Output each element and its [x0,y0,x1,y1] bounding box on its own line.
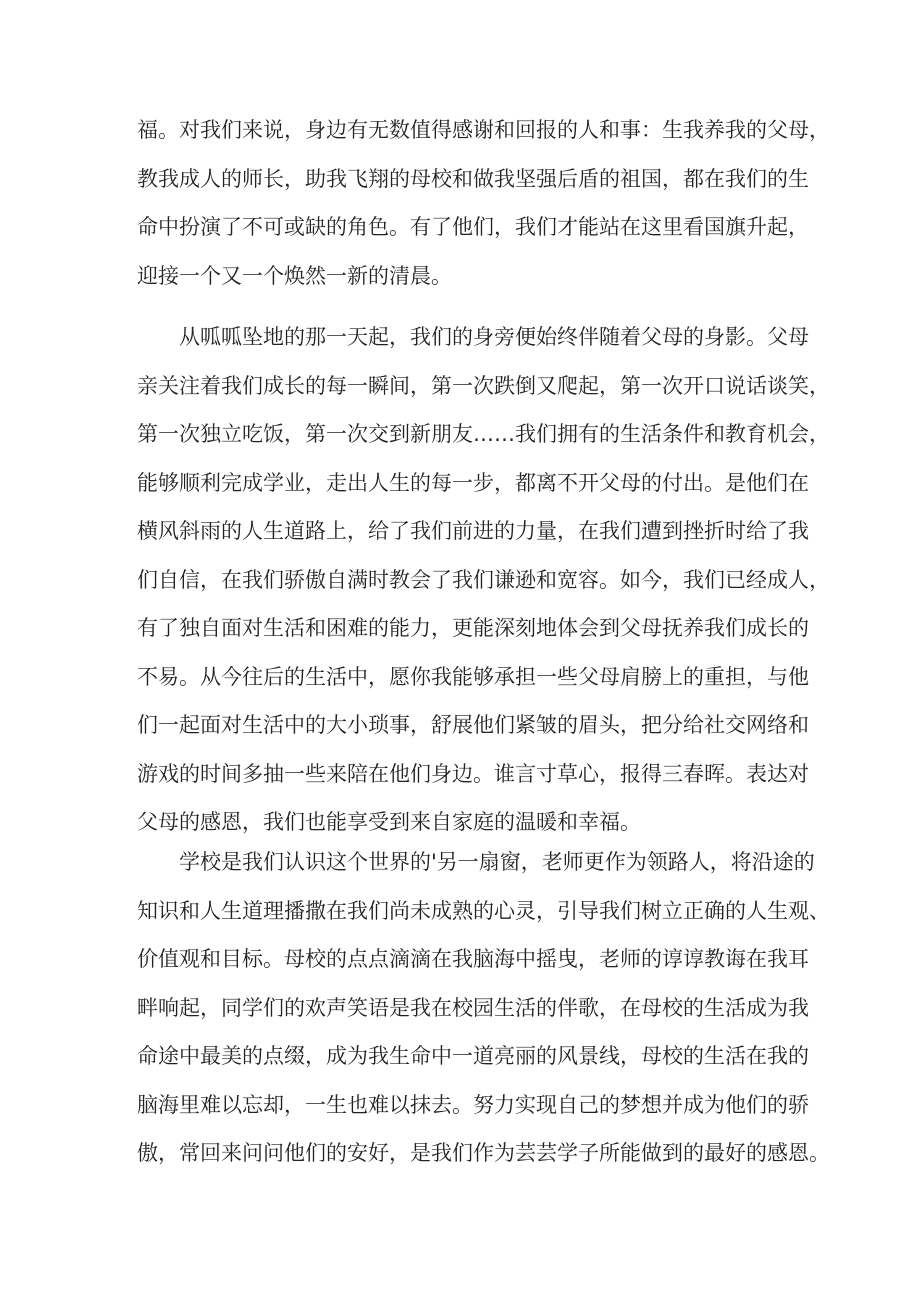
text-line: 命途中最美的点缀，成为我生命中一道亮丽的风景线，母校的生活在我的 [137,1044,809,1068]
text-line: 从呱呱坠地的那一天起，我们的身旁便始终伴随着父母的身影。父母 [179,325,809,349]
text-line: 傲，常回来问问他们的安好，是我们作为芸芸学子所能做到的最好的感恩。 [137,1141,830,1165]
text-line: 畔响起，同学们的欢声笑语是我在校园生活的伴歌，在母校的生活成为我 [137,995,809,1020]
text-line: 第一次独立吃饭，第一次交到新朋友……我们拥有的生活条件和教育机会， [137,422,830,446]
text-line: 命中扮演了不可或缺的角色。有了他们，我们才能站在这里看国旗升起， [137,215,809,239]
text-line: 游戏的时间多抽一些来陪在他们身边。谁言寸草心，报得三春晖。表达对 [137,761,809,786]
text-line: 价值观和目标。母校的点点滴滴在我脑海中摇曳，老师的谆谆教诲在我耳 [137,947,809,971]
text-line: 能够顺利完成学业，走出人生的每一步，都离不开父母的付出。是他们在 [137,470,809,495]
text-line: 教我成人的师长，助我飞翔的母校和做我坚强后盾的祖国，都在我们的生 [137,166,809,191]
paragraph-3 [137,838,830,1178]
text-line: 知识和人生道理播撒在我们尚未成熟的心灵，引导我们树立正确的人生观、 [137,898,830,923]
text-line: 们自信，在我们骄傲自满时教会了我们谦逊和宽容。如今，我们已经成人， [137,567,830,592]
text-line: 父母的感恩，我们也能享受到来自家庭的温暖和幸福。 [137,810,641,834]
text-line: 学校是我们认识这个世界的'另一扇窗，老师更作为领路人，将沿途的 [179,850,815,874]
paragraph-2 [137,313,830,847]
text-line: 福。对我们来说，身边有无数值得感谢和回报的人和事：生我养我的父母， [137,118,830,142]
text-line: 有了独自面对生活和困难的能力，更能深刻地体会到父母抚养我们成长的 [137,616,809,640]
paragraph-1 [137,106,830,300]
text-line: 亲关注着我们成长的每一瞬间，第一次跌倒又爬起，第一次开口说话谈笑， [137,373,830,398]
text-line: 迎接一个又一个焕然一新的清晨。 [137,263,452,288]
text-line: 脑海里难以忘却，一生也难以抹去。努力实现自己的梦想并成为他们的骄 [137,1092,809,1117]
text-line: 不易。从今往后的生活中，愿你我能够承担一些父母肩膀上的重担，与他 [137,664,809,689]
text-line: 们一起面对生活中的大小琐事，舒展他们紧皱的眉头，把分给社交网络和 [137,713,809,737]
text-line: 横风斜雨的人生道路上，给了我们前进的力量，在我们遭到挫折时给了我 [137,519,809,543]
